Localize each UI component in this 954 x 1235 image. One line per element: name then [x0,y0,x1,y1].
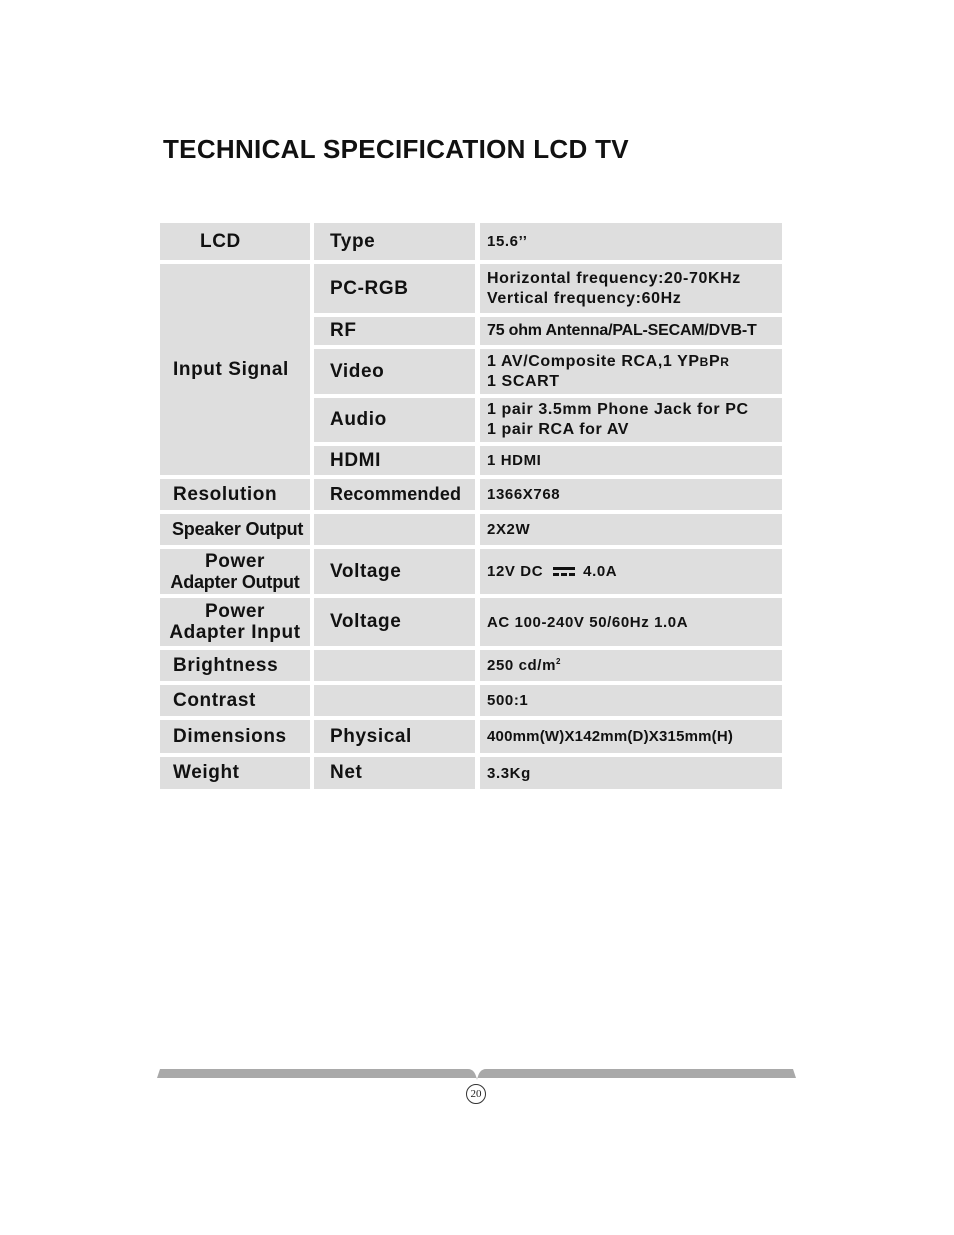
label-input-signal: Input Signal [160,264,310,475]
pc-rgb-vertical: Vertical frequency:60Hz [487,289,682,307]
type-audio: Audio [314,398,475,442]
dc-current: 4.0A [583,563,618,580]
value-resolution: 1366X768 [480,479,782,510]
label-power-input: Power [204,601,266,622]
label-dimensions: Dimensions [160,720,310,753]
label-contrast: Contrast [160,685,310,716]
value-power-adapter-input: AC 100-240V 50/60Hz 1.0A [480,598,782,646]
type-hdmi: HDMI [314,446,475,475]
label-weight: Weight [160,757,310,789]
type-pc-rgb: PC-RGB [314,264,475,313]
type-weight: Net [314,757,475,789]
type-lcd: Type [314,223,475,260]
page-number: 20 [466,1084,486,1104]
page-title: TECHNICAL SPECIFICATION LCD TV [163,134,629,164]
label-adapter-output: Adapter Output [170,571,300,592]
value-rf: 75 ohm Antenna/PAL-SECAM/DVB-T [480,317,782,345]
type-rf: RF [314,317,475,345]
value-lcd: 15.6’’ [480,223,782,260]
label-power: Power [204,550,266,572]
label-adapter-input: Adapter Input [169,622,301,643]
value-brightness: 250 $cd/m^2$ [480,650,782,681]
value-dimensions: 400mm(W)X142mm(D)X315mm(H) [480,720,782,753]
value-contrast: 500:1 [480,685,782,716]
audio-line-1: 1 pair 3.5mm Phone Jack for PC [487,401,749,418]
label-resolution: Resolution [160,479,310,510]
value-weight: 3.3Kg [480,757,782,789]
type-power-adapter-output: Voltage [314,549,475,594]
type-power-adapter-input: Voltage [314,598,475,646]
label-brightness: Brightness [160,650,310,681]
value-hdmi: 1 HDMI [480,446,782,475]
audio-line-2: 1 pair RCA for AV [487,421,630,438]
label-lcd: LCD [160,223,310,260]
type-resolution: Recommended [314,479,475,510]
pc-rgb-horizontal: Horizontal frequency:20-70KHz [487,269,741,287]
dc-voltage: 12V DC [487,563,544,580]
label-speaker-output: Speaker Output [160,514,310,545]
video-line-2: 1 SCART [487,372,560,390]
type-dimensions: Physical [314,720,475,753]
video-line-1: 1 AV/Composite RCA,1 YPBPR [487,352,730,370]
value-speaker-output: 2X2W [480,514,782,545]
type-video: Video [314,349,475,394]
